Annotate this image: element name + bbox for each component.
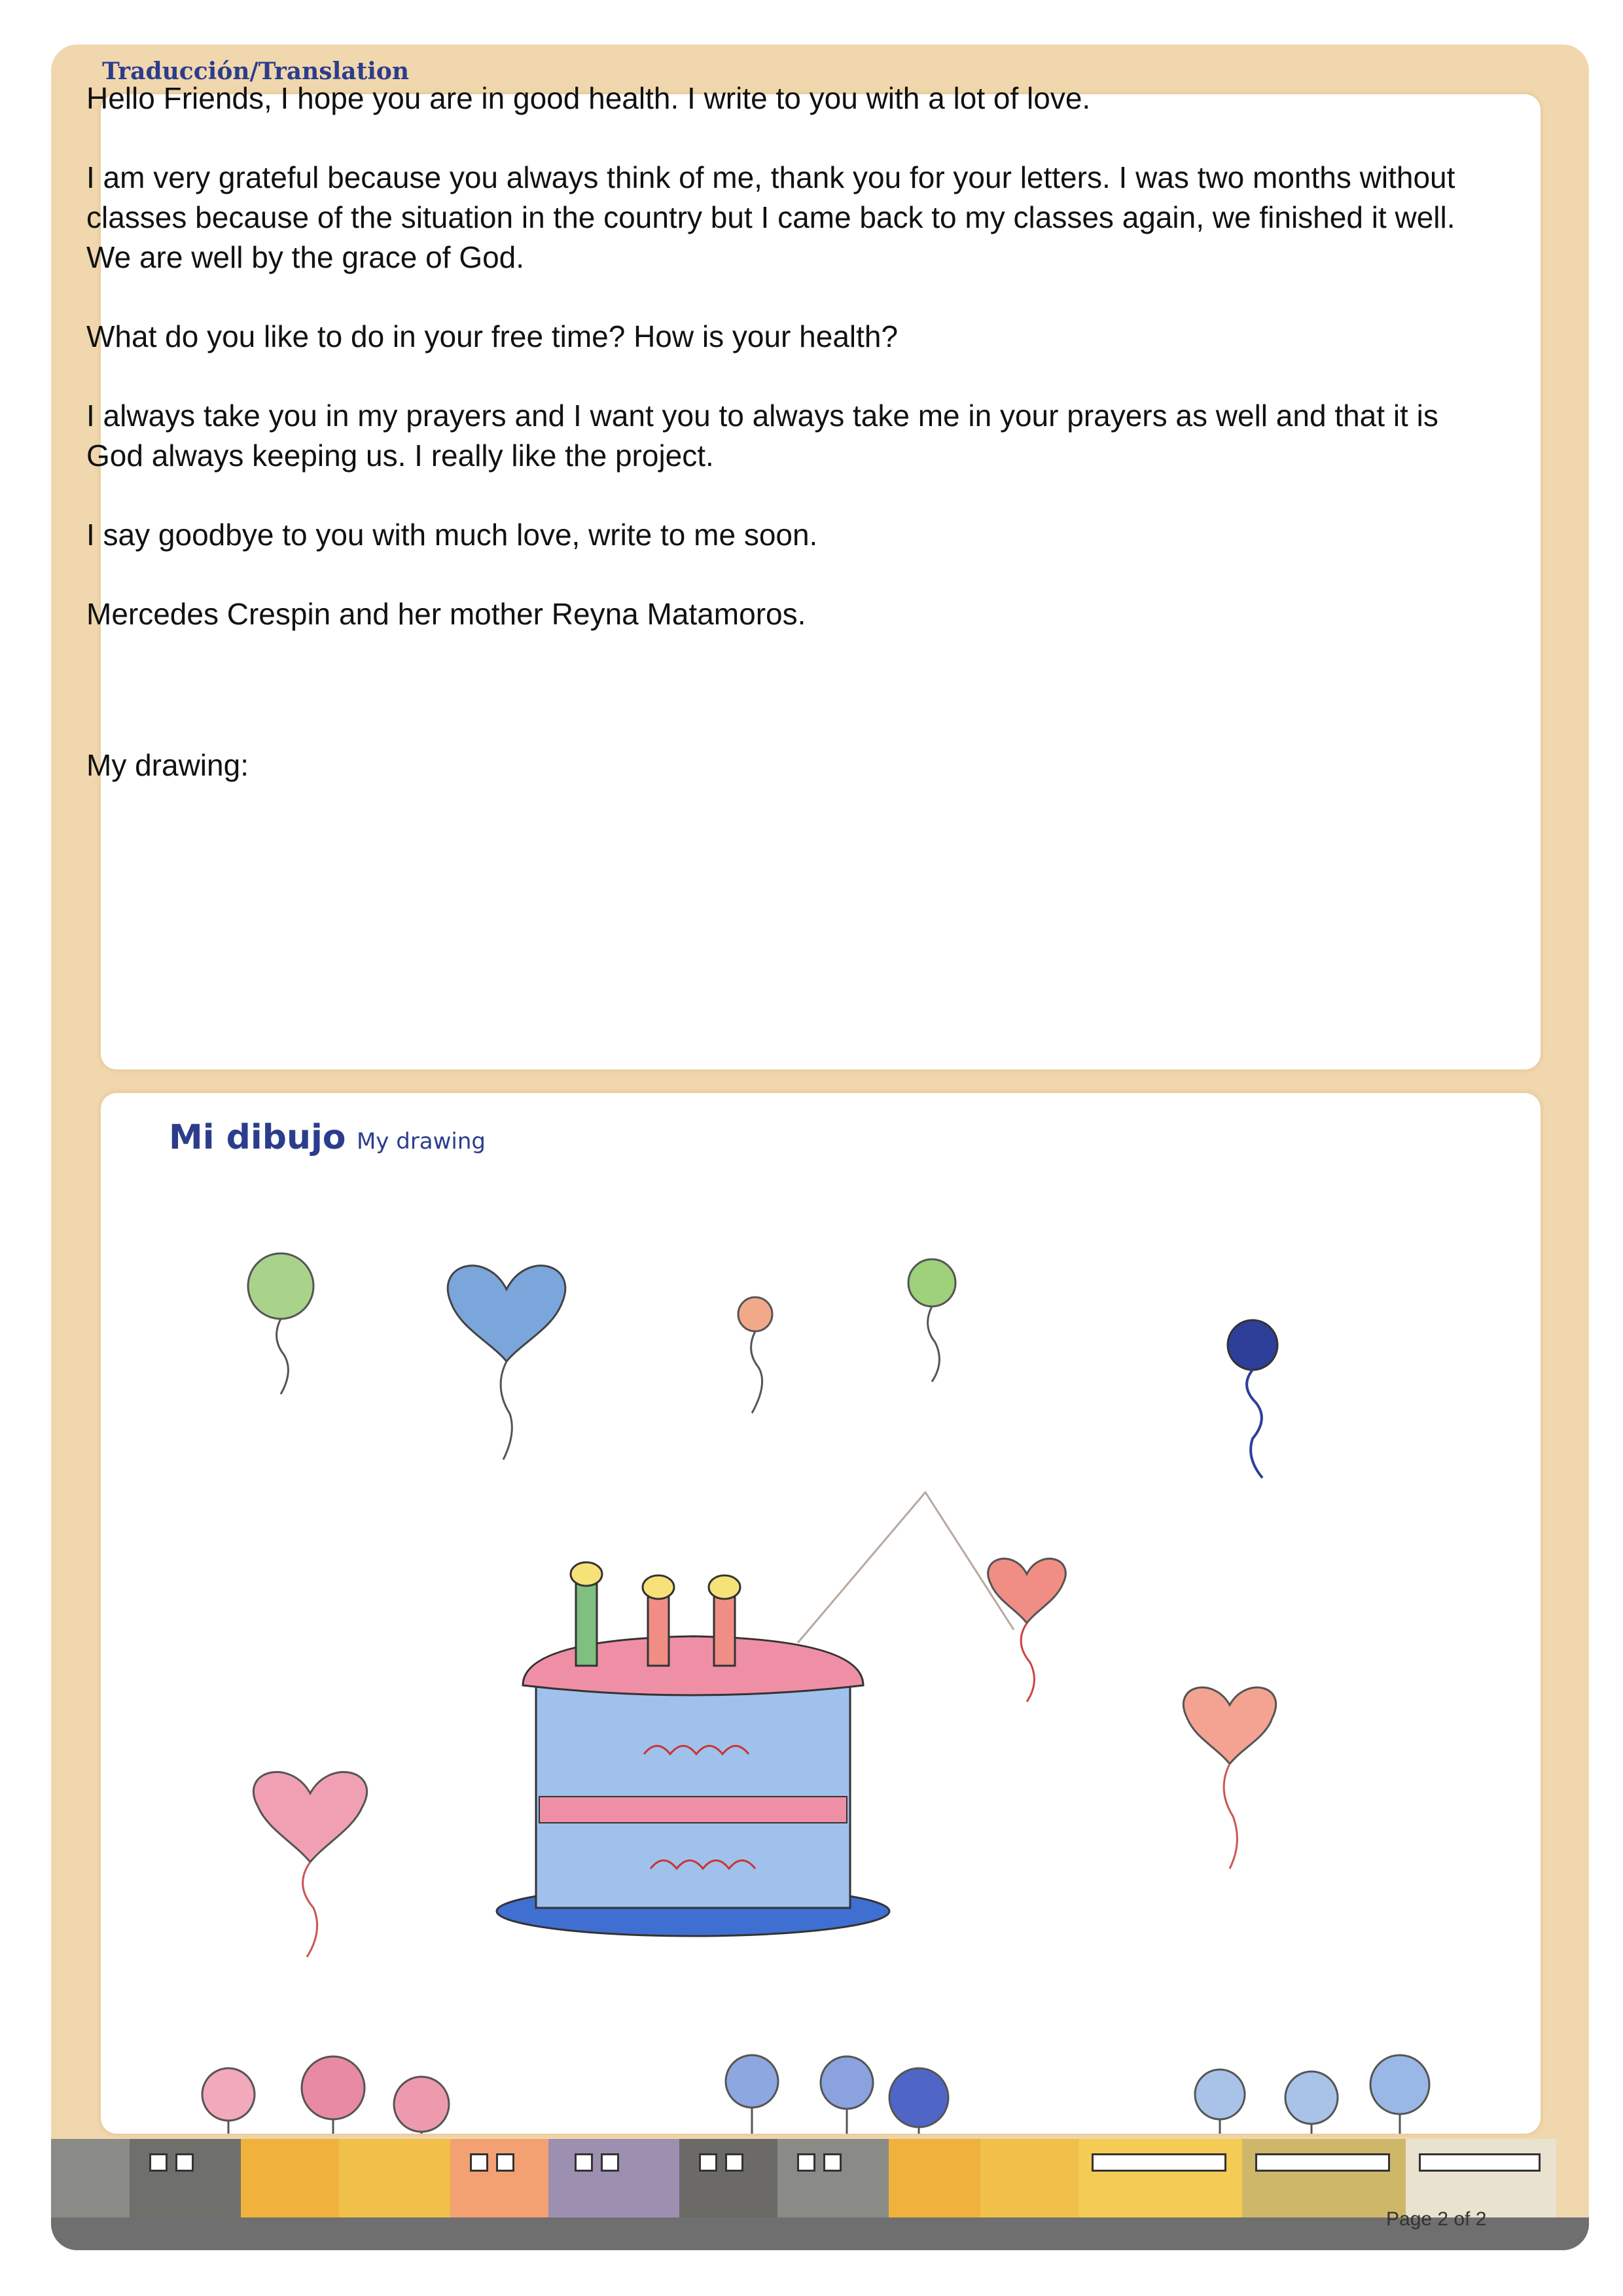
drawing-label: My drawing: <box>86 748 249 782</box>
letter-paragraph: I always take you in my prayers and I want you to always take me in your prayers as well and that it is God always keeping us. I really like the project. <box>86 399 1438 473</box>
balloon-green-right <box>908 1259 955 1382</box>
letter-paragraph: What do you like to do in your free time? How is your health? <box>86 319 899 353</box>
balloon-green-left <box>248 1253 313 1394</box>
building <box>777 2139 889 2217</box>
building <box>980 2139 1079 2217</box>
letter-paragraph: Hello Friends, I hope you are in good health. I write to you with a lot of love. <box>86 81 1091 115</box>
letter-signature: Mercedes Crespin and her mother Reyna Matamoros. <box>86 597 806 631</box>
balloon-red-heart-middle <box>988 1558 1066 1702</box>
letter-paragraph: I say goodbye to you with much love, write to me soon. <box>86 518 818 552</box>
balloon-blue-heart <box>448 1266 565 1460</box>
drawing-heading-en: My drawing <box>356 1128 486 1155</box>
street-buildings <box>51 2139 1589 2217</box>
building <box>130 2139 241 2217</box>
balloon-red-heart-right <box>1183 1687 1275 1869</box>
child-drawing <box>101 1093 1541 2134</box>
page-number: Page 2 of 2 <box>1386 2208 1487 2230</box>
translation-letter <box>86 79 1461 825</box>
sidewalk <box>51 2217 1589 2250</box>
building <box>51 2139 130 2217</box>
balloon-pink-heart-left <box>253 1772 366 1957</box>
birthday-cake <box>497 1562 889 1936</box>
building <box>889 2139 980 2217</box>
page-title: Traducción/Translation <box>102 58 410 85</box>
flowers-pink <box>160 2056 449 2134</box>
letter-paragraph: I am very grateful because you always think of me, thank you for your letters. I was two months without classes because of the situation in the country but I came back to my classes again, we finished it well. We are well by the grace of God. <box>86 160 1455 274</box>
drawing-panel <box>101 1093 1541 2134</box>
building <box>339 2139 450 2217</box>
building <box>548 2139 679 2217</box>
balloon-navy <box>1228 1320 1277 1478</box>
building <box>1406 2139 1556 2217</box>
house-roof-outline <box>798 1492 1014 1643</box>
flowers-blue <box>703 2055 978 2134</box>
flowers-light-blue <box>1174 2055 1429 2134</box>
balloon-orange-small <box>738 1297 772 1413</box>
building <box>1079 2139 1242 2217</box>
building <box>241 2139 339 2217</box>
building <box>450 2139 548 2217</box>
building <box>1242 2139 1406 2217</box>
drawing-heading-es: Mi dibujo <box>169 1118 346 1157</box>
building <box>679 2139 777 2217</box>
